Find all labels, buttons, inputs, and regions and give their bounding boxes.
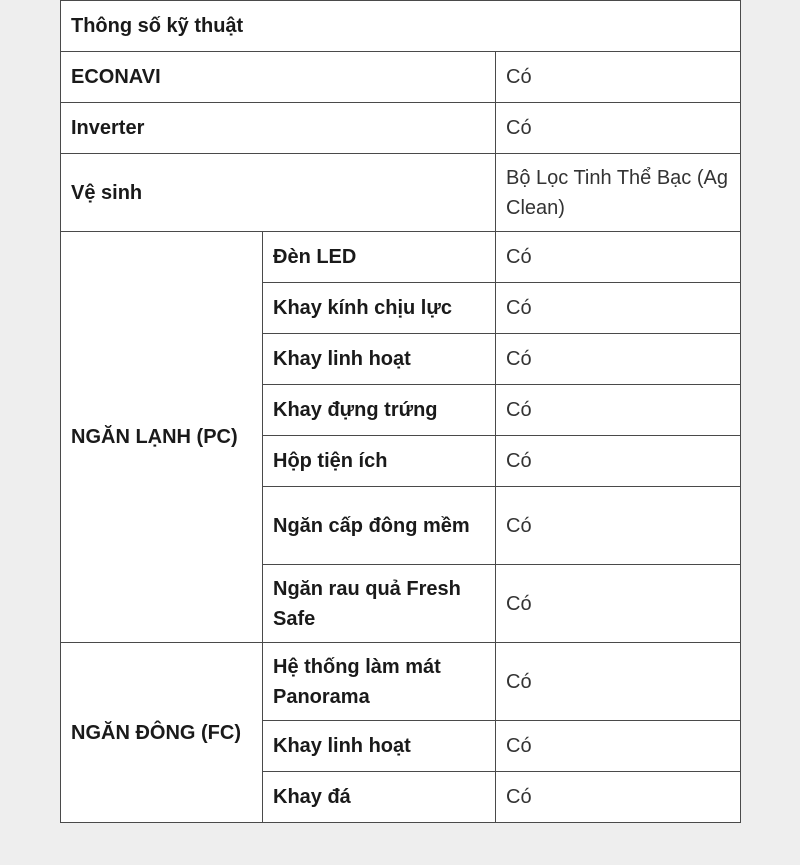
group-label-ngan-lanh: NGĂN LẠNH (PC) bbox=[61, 232, 263, 643]
title-row bbox=[61, 1, 741, 52]
spec-value-ve-sinh: Bộ Lọc Tinh Thể Bạc (Ag Clean) bbox=[496, 154, 741, 232]
spec-label: Hệ thống làm mát Panorama bbox=[263, 643, 496, 721]
spec-table bbox=[60, 0, 741, 823]
table-row bbox=[61, 154, 741, 232]
table-row bbox=[61, 643, 741, 721]
spec-value: Có bbox=[496, 565, 741, 643]
spec-value: Có bbox=[496, 487, 741, 565]
spec-value-econavi: Có bbox=[496, 52, 741, 103]
spec-value: Có bbox=[496, 721, 741, 772]
table-row bbox=[61, 232, 741, 283]
spec-label: Khay linh hoạt bbox=[263, 721, 496, 772]
table-row bbox=[61, 52, 741, 103]
spec-label: Ngăn cấp đông mềm bbox=[263, 487, 496, 565]
spec-value: Có bbox=[496, 643, 741, 721]
spec-label-ve-sinh: Vệ sinh bbox=[61, 154, 496, 232]
spec-label: Khay linh hoạt bbox=[263, 334, 496, 385]
spec-label: Hộp tiện ích bbox=[263, 436, 496, 487]
spec-label: Ngăn rau quả Fresh Safe bbox=[263, 565, 496, 643]
spec-label: Khay đá bbox=[263, 772, 496, 823]
group-label-ngan-dong: NGĂN ĐÔNG (FC) bbox=[61, 643, 263, 823]
table-row bbox=[61, 103, 741, 154]
spec-value: Có bbox=[496, 283, 741, 334]
spec-label-inverter: Inverter bbox=[61, 103, 496, 154]
spec-value: Có bbox=[496, 232, 741, 283]
spec-value-inverter: Có bbox=[496, 103, 741, 154]
spec-value: Có bbox=[496, 772, 741, 823]
spec-label: Đèn LED bbox=[263, 232, 496, 283]
spec-value: Có bbox=[496, 385, 741, 436]
spec-value: Có bbox=[496, 436, 741, 487]
spec-label-econavi: ECONAVI bbox=[61, 52, 496, 103]
spec-title: Thông số kỹ thuật bbox=[61, 1, 741, 52]
spec-value: Có bbox=[496, 334, 741, 385]
spec-label: Khay đựng trứng bbox=[263, 385, 496, 436]
spec-label: Khay kính chịu lực bbox=[263, 283, 496, 334]
